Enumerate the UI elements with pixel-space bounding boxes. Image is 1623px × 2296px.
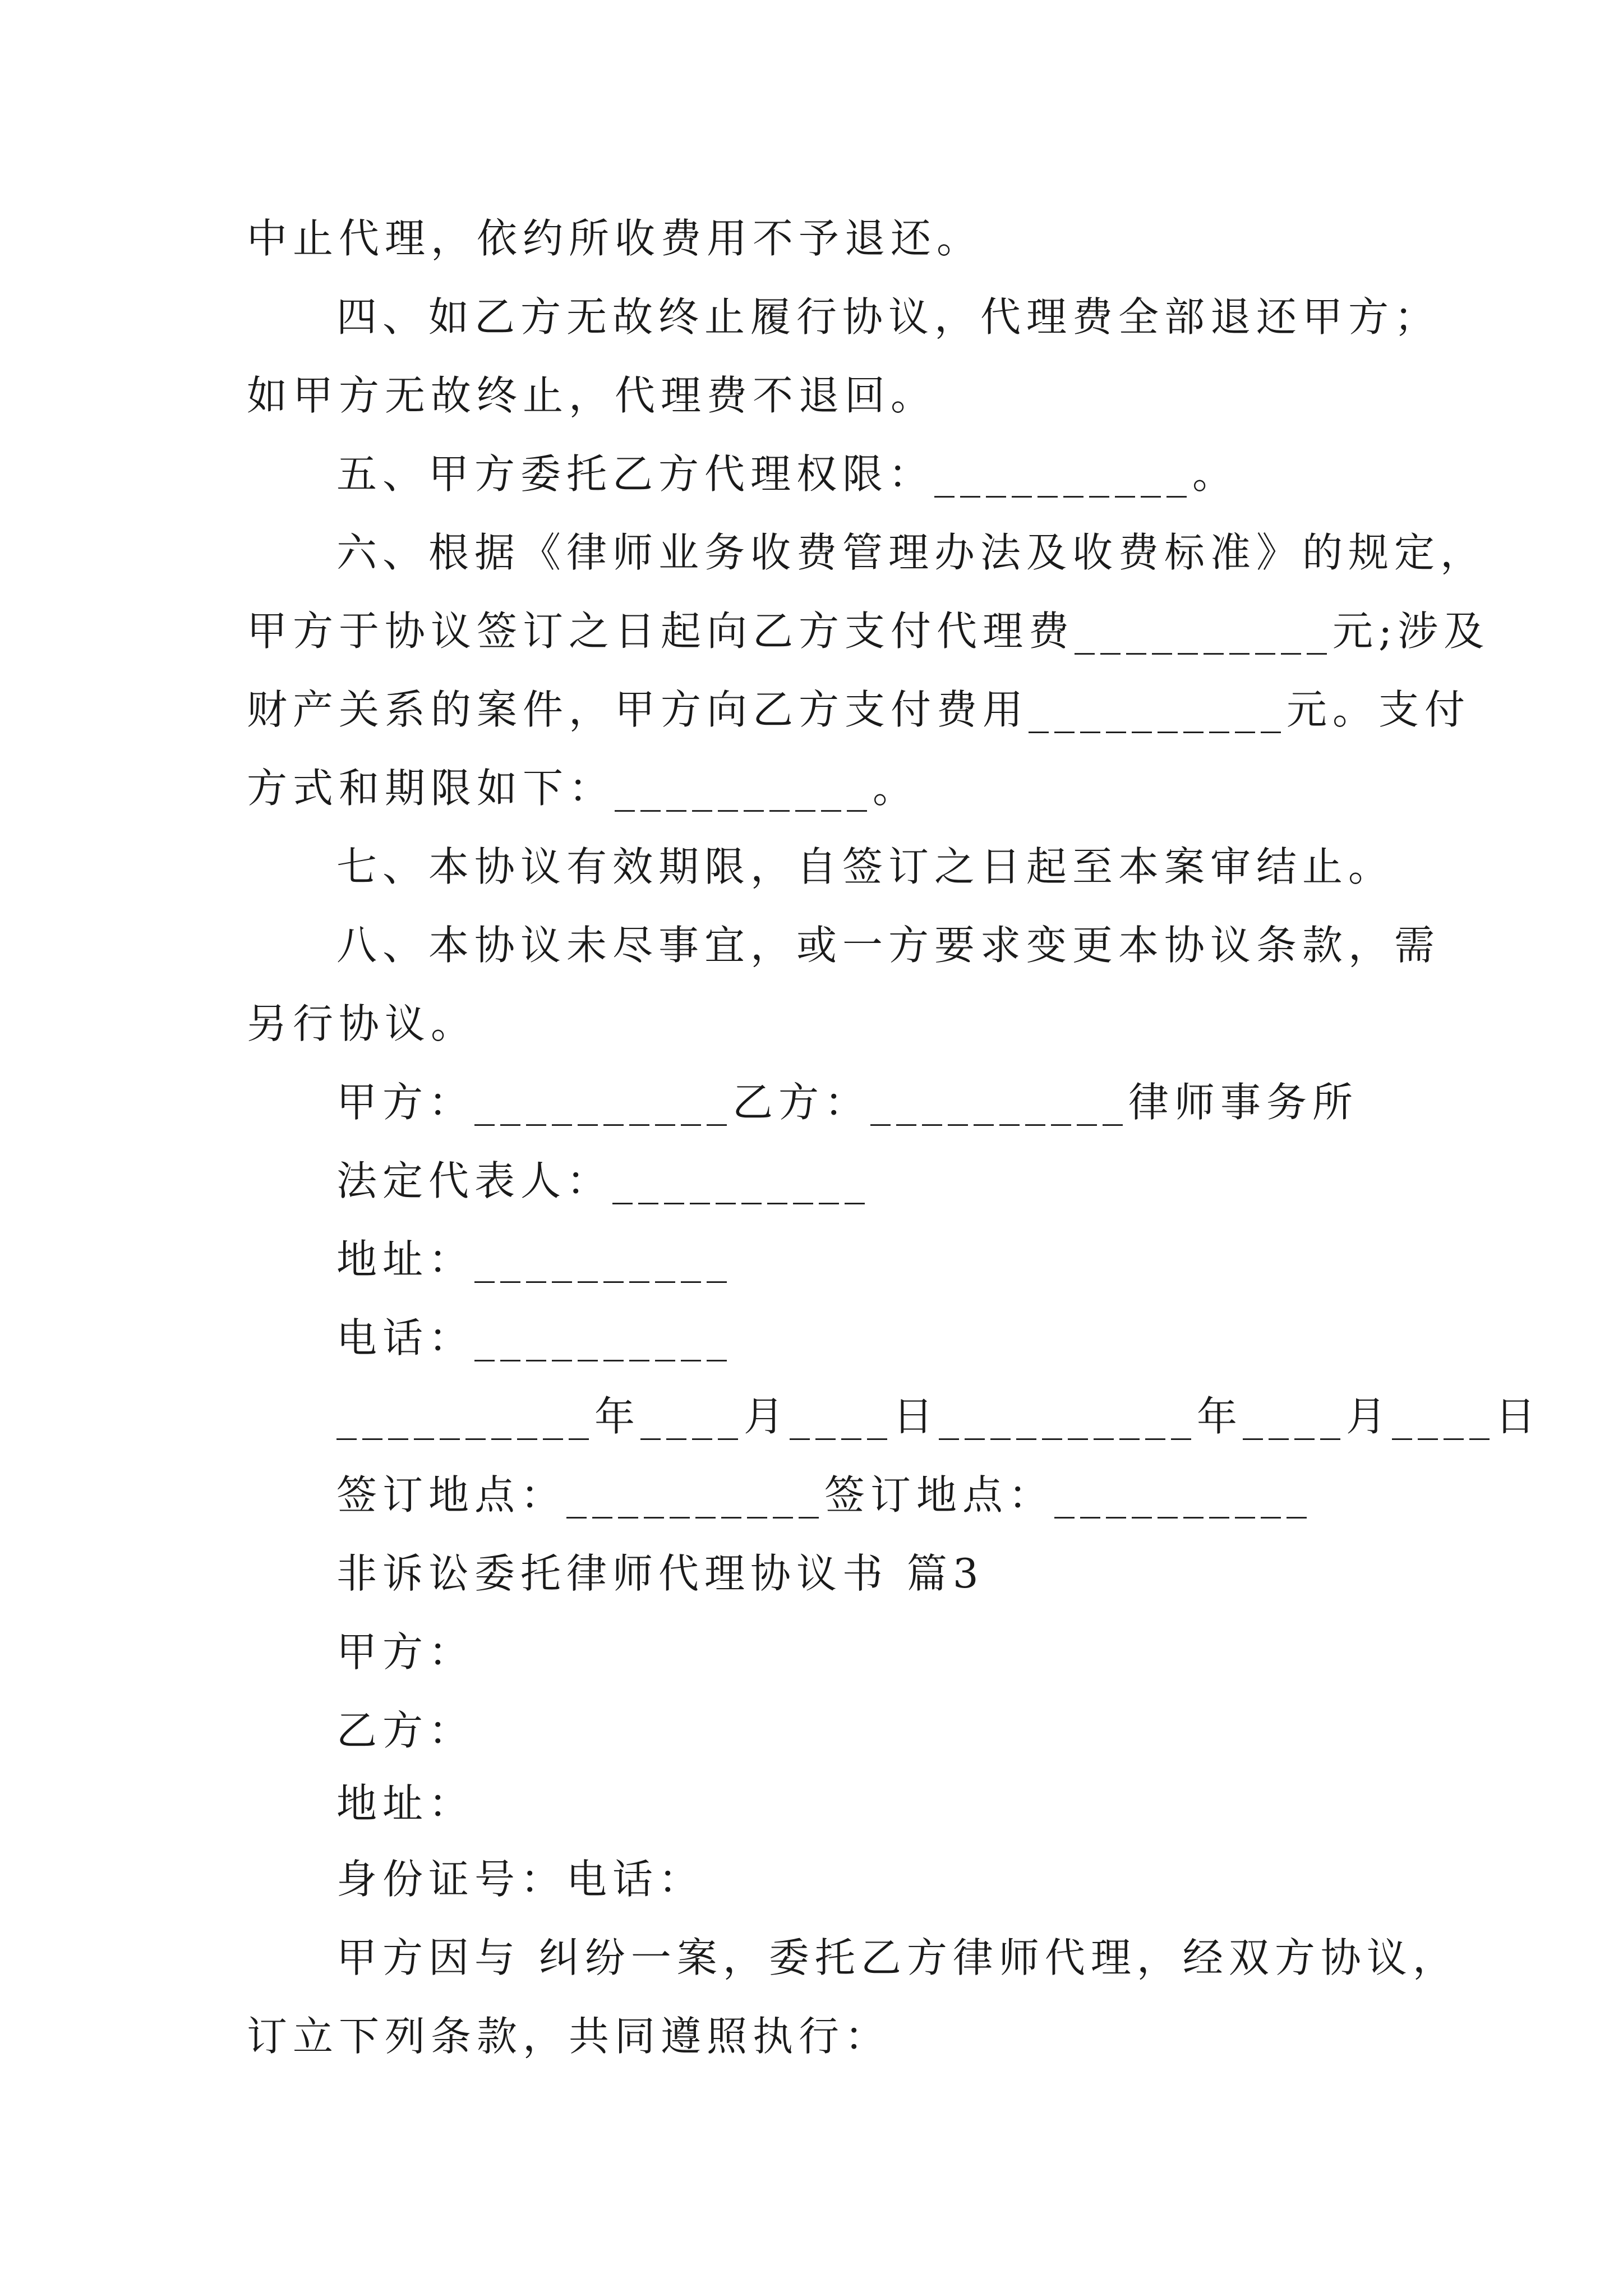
section-title: 非诉讼委托律师代理协议书 篇3: [336, 1550, 984, 1597]
party-b-label: 乙方：: [336, 1707, 475, 1754]
clause-6-line-1: 六、根据《律师业务收费管理办法及收费标准》的规定，: [336, 529, 1487, 576]
clause-5: 五、甲方委托乙方代理权限：__________。: [336, 450, 1239, 498]
preamble-line-1: 甲方因与 纠纷一案，委托乙方律师代理，经双方协议，: [336, 1934, 1459, 1981]
signature-parties: 甲方：__________乙方：__________律师事务所: [336, 1079, 1359, 1126]
clause-4-line-2: 如甲方无故终止，代理费不退回。: [247, 372, 937, 419]
sign-dates: __________年____月____日__________年____月____日: [336, 1393, 1541, 1440]
address-label: 地址：: [336, 1780, 475, 1827]
clause-8-line-1: 八、本协议未尽事宜，或一方要求变更本协议条款，需: [336, 922, 1441, 969]
clause-4-line-1: 四、如乙方无故终止履行协议，代理费全部退还甲方；: [336, 293, 1441, 341]
sign-locations: 签订地点：__________签订地点：__________: [336, 1471, 1313, 1519]
address-field: 地址：__________: [336, 1236, 733, 1283]
party-a-label: 甲方：: [336, 1628, 475, 1676]
clause-7: 七、本协议有效期限，自签订之日起至本案审结止。: [336, 843, 1395, 890]
text-line-1: 中止代理，依约所收费用不予退还。: [247, 215, 983, 262]
legal-representative: 法定代表人：__________: [336, 1157, 871, 1204]
clause-6-line-2: 甲方于协议签订之日起向乙方支付代理费__________元;涉及: [247, 608, 1490, 655]
phone-field: 电话：__________: [336, 1314, 733, 1361]
id-phone-label: 身份证号：电话：: [336, 1856, 705, 1903]
clause-6-line-3: 财产关系的案件，甲方向乙方支付费用__________元。支付: [247, 686, 1471, 733]
clause-6-line-4: 方式和期限如下：__________。: [247, 765, 919, 812]
preamble-line-2: 订立下列条款，共同遵照执行：: [247, 2013, 891, 2060]
clause-8-line-2: 另行协议。: [247, 1000, 477, 1047]
